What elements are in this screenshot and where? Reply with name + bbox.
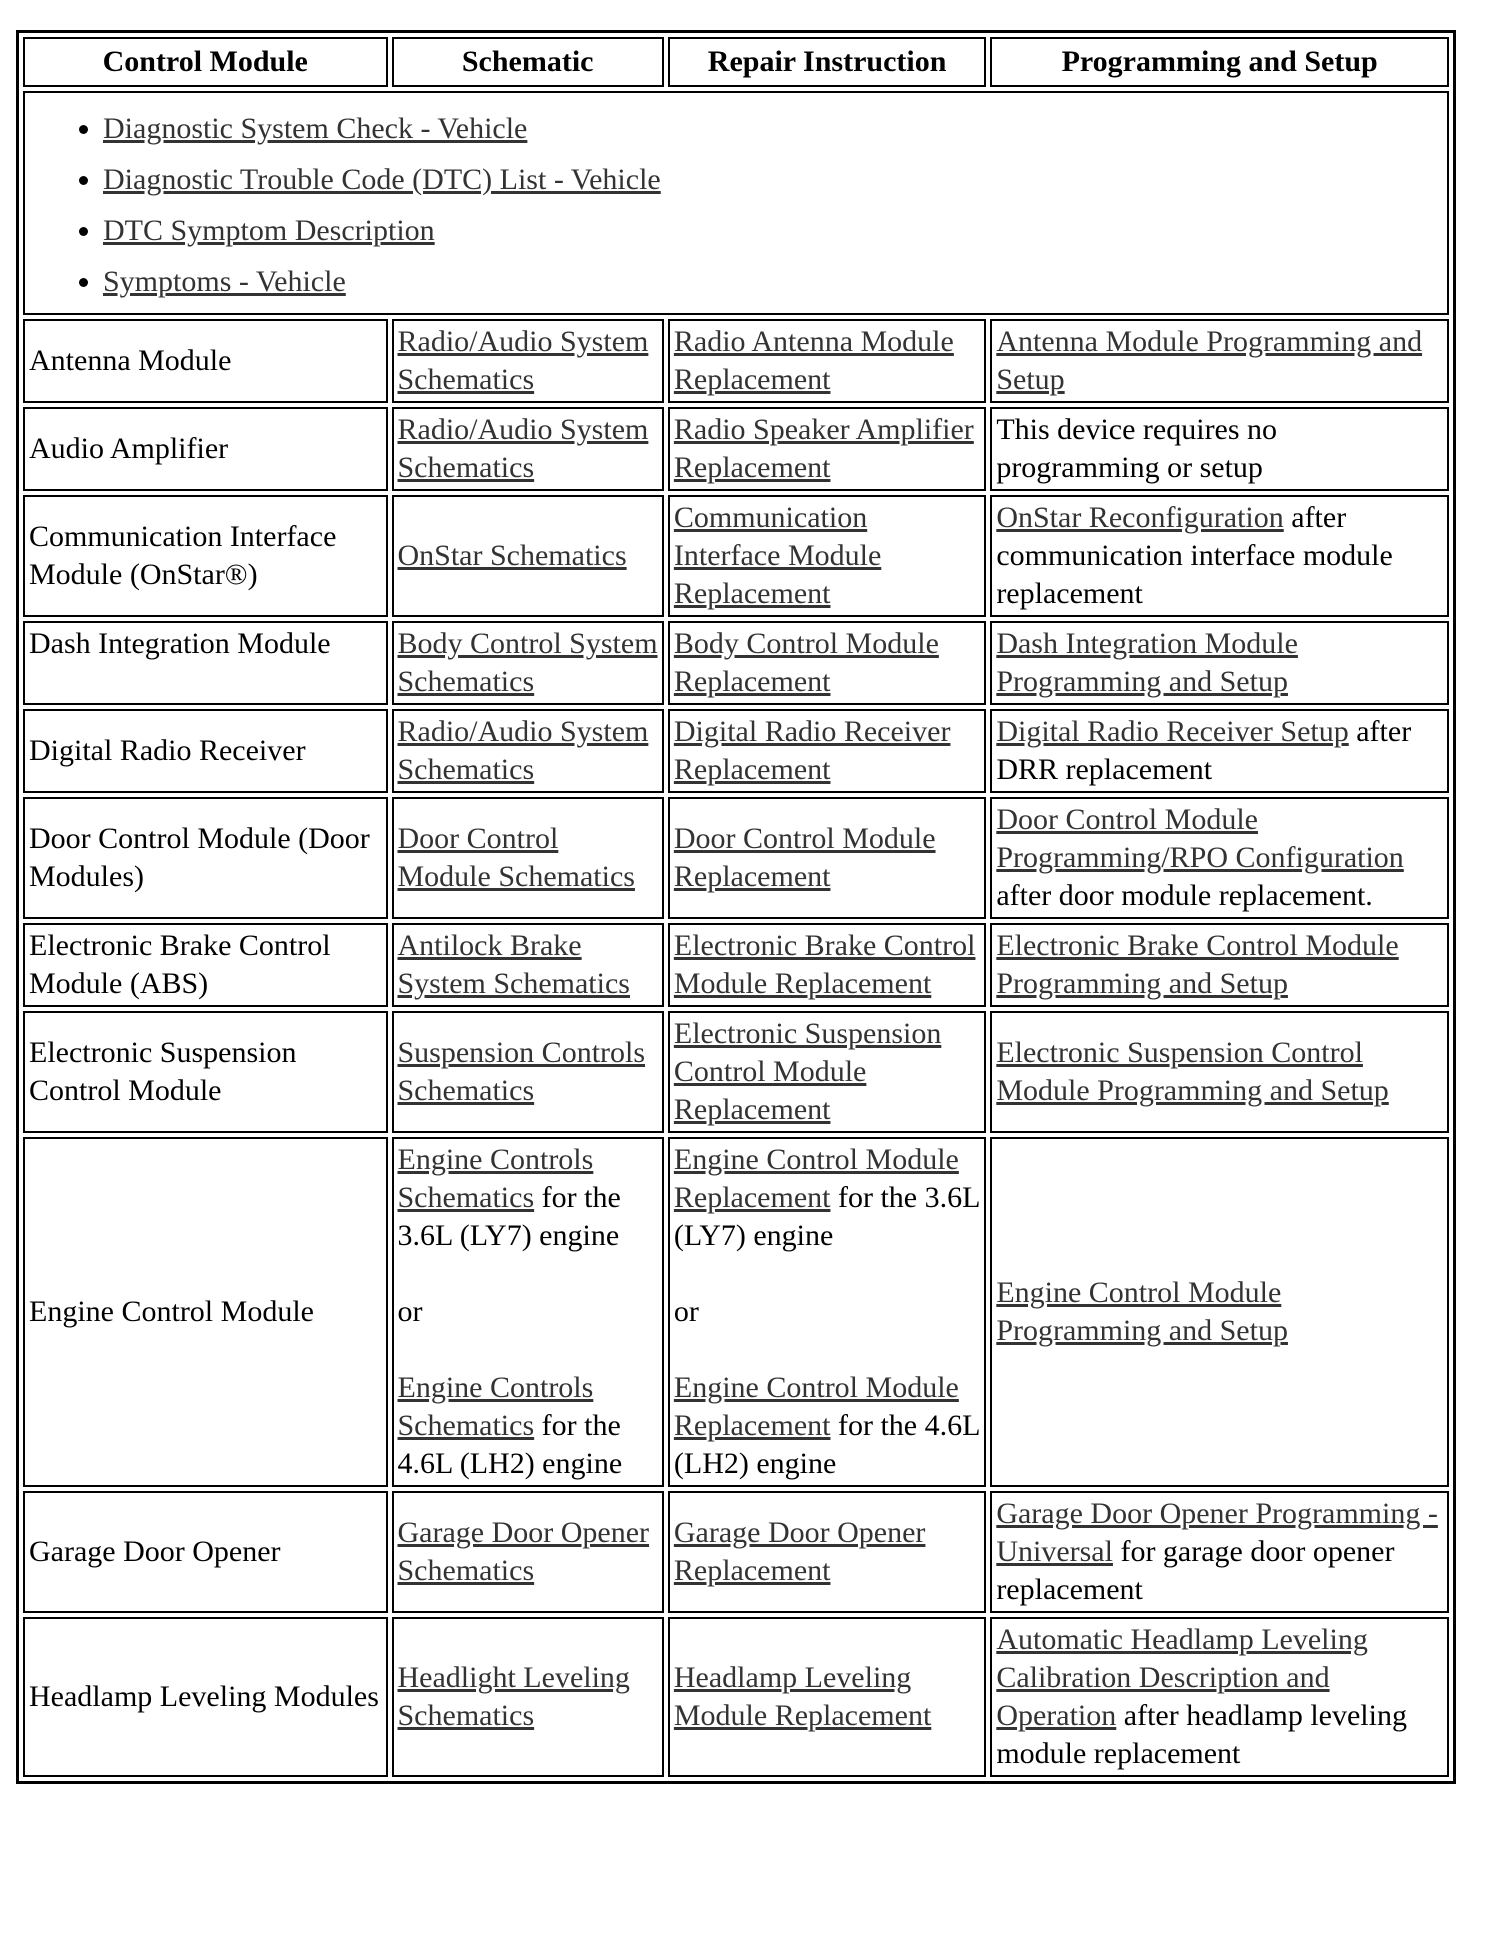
header-row <box>23 37 1449 87</box>
programming-cell <box>990 797 1449 919</box>
spacer <box>398 1255 658 1293</box>
repair-option-1 <box>674 1141 980 1255</box>
programming-cell <box>990 1491 1449 1613</box>
module-name: Communication Interface Module (OnStar®) <box>23 495 388 617</box>
module-name: Engine Control Module <box>23 1137 388 1487</box>
schematic-link[interactable]: Suspension Controls Schematics <box>397 1036 646 1107</box>
repair-cell <box>668 1011 986 1133</box>
schematic-link[interactable]: Antilock Brake System Schematics <box>397 929 630 1000</box>
schematic-link[interactable]: Radio/Audio System Schematics <box>397 325 649 396</box>
programming-link[interactable]: Garage Door Opener Programming - Universal <box>996 1497 1438 1568</box>
repair-link[interactable]: Electronic Suspension Control Module Replacement <box>673 1017 942 1126</box>
schematic-cell <box>392 1137 664 1487</box>
programming-link[interactable]: Electronic Brake Control Module Programming and Setup <box>996 929 1399 1000</box>
repair-link[interactable]: Communication Interface Module Replacement <box>673 501 882 610</box>
symptoms-vehicle-link[interactable]: Symptoms - Vehicle <box>103 265 346 298</box>
repair-link[interactable]: Body Control Module Replacement <box>673 627 939 698</box>
table-row <box>23 1011 1449 1133</box>
programming-link[interactable]: OnStar Reconfiguration <box>996 501 1284 534</box>
module-name: Electronic Brake Control Module (ABS) <box>23 923 388 1007</box>
repair-cell <box>668 495 986 617</box>
spacer <box>674 1331 980 1369</box>
schematic-cell <box>392 1491 664 1613</box>
table-row <box>23 923 1449 1007</box>
schematic-link[interactable]: OnStar Schematics <box>397 539 627 572</box>
schematic-link[interactable]: Body Control System Schematics <box>397 627 658 698</box>
repair-note: for the 4.6L (LH2) engine <box>673 1409 980 1480</box>
repair-link[interactable]: Door Control Module Replacement <box>673 822 936 893</box>
schematic-link[interactable]: Headlight Leveling Schematics <box>397 1661 630 1732</box>
schematic-cell <box>392 495 664 617</box>
module-name: Electronic Suspension Control Module <box>23 1011 388 1133</box>
module-name: Antenna Module <box>23 319 388 403</box>
header-programming-setup: Programming and Setup <box>990 37 1449 87</box>
module-name: Dash Integration Module <box>23 621 388 705</box>
programming-cell <box>990 709 1449 793</box>
programming-note: after DRR replacement <box>996 715 1412 786</box>
module-name: Garage Door Opener <box>23 1491 388 1613</box>
spacer <box>674 1255 980 1293</box>
list-item <box>103 103 1443 154</box>
schematic-link[interactable]: Engine Controls Schematics <box>397 1143 594 1214</box>
schematic-link[interactable]: Radio/Audio System Schematics <box>397 715 649 786</box>
programming-cell <box>990 495 1449 617</box>
schematic-note: for the 3.6L (LY7) engine <box>397 1181 621 1252</box>
schematic-cell <box>392 407 664 491</box>
module-name: Digital Radio Receiver <box>23 709 388 793</box>
programming-note: after headlamp leveling module replacement <box>996 1699 1407 1770</box>
module-name: Audio Amplifier <box>23 407 388 491</box>
programming-link[interactable]: Digital Radio Receiver Setup <box>996 715 1349 748</box>
repair-link[interactable]: Engine Control Module Replacement <box>673 1143 959 1214</box>
module-name: Door Control Module (Door Modules) <box>23 797 388 919</box>
schematic-cell <box>392 923 664 1007</box>
schematic-cell <box>392 621 664 705</box>
programming-cell: This device requires no programming or setup <box>990 407 1449 491</box>
list-item <box>103 256 1443 307</box>
programming-cell <box>990 621 1449 705</box>
header-repair-instruction: Repair Instruction <box>668 37 986 87</box>
repair-link[interactable]: Digital Radio Receiver Replacement <box>673 715 951 786</box>
schematic-option-2 <box>398 1369 658 1483</box>
programming-link[interactable]: Dash Integration Module Programming and Setup <box>996 627 1298 698</box>
repair-cell <box>668 1491 986 1613</box>
repair-cell <box>668 709 986 793</box>
table-row <box>23 1137 1449 1487</box>
schematic-note: for the 4.6L (LH2) engine <box>397 1409 623 1480</box>
programming-cell <box>990 1011 1449 1133</box>
repair-link[interactable]: Garage Door Opener Replacement <box>673 1516 926 1587</box>
repair-option-2 <box>674 1369 980 1483</box>
table-row <box>23 1491 1449 1613</box>
schematic-cell <box>392 319 664 403</box>
repair-cell <box>668 797 986 919</box>
list-item <box>103 154 1443 205</box>
spacer <box>398 1331 658 1369</box>
header-control-module: Control Module <box>23 37 388 87</box>
repair-link[interactable]: Headlamp Leveling Module Replacement <box>673 1661 932 1732</box>
programming-cell <box>990 1617 1449 1777</box>
schematic-link[interactable]: Engine Controls Schematics <box>397 1371 594 1442</box>
schematic-cell <box>392 1011 664 1133</box>
table-row <box>23 709 1449 793</box>
table-row <box>23 407 1449 491</box>
repair-note: for the 3.6L (LY7) engine <box>673 1181 980 1252</box>
dtc-symptom-description-link[interactable]: DTC Symptom Description <box>103 214 435 247</box>
control-module-table <box>16 30 1456 1784</box>
programming-link[interactable]: Engine Control Module Programming and Setup <box>996 1276 1288 1347</box>
programming-note: after door module replacement. <box>996 879 1373 912</box>
schematic-link[interactable]: Radio/Audio System Schematics <box>397 413 649 484</box>
schematic-link[interactable]: Garage Door Opener Schematics <box>397 1516 650 1587</box>
programming-cell <box>990 319 1449 403</box>
repair-cell <box>668 923 986 1007</box>
diagnostics-cell <box>23 91 1449 315</box>
programming-note: for garage door opener replacement <box>996 1535 1395 1606</box>
list-item <box>103 205 1443 256</box>
table-row <box>23 319 1449 403</box>
repair-link[interactable]: Radio Antenna Module Replacement <box>673 325 954 396</box>
or-text: or <box>397 1295 423 1328</box>
repair-cell <box>668 1137 986 1487</box>
module-name: Headlamp Leveling Modules <box>23 1617 388 1777</box>
table-row <box>23 797 1449 919</box>
repair-link[interactable]: Electronic Brake Control Module Replacement <box>673 929 976 1000</box>
table-row <box>23 495 1449 617</box>
repair-link[interactable]: Engine Control Module Replacement <box>673 1371 959 1442</box>
diagnostic-system-check-link[interactable]: Diagnostic System Check - Vehicle <box>103 112 528 145</box>
programming-cell <box>990 1137 1449 1487</box>
schematic-link[interactable]: Door Control Module Schematics <box>397 822 635 893</box>
table-row <box>23 1617 1449 1777</box>
programming-link[interactable]: Door Control Module Programming/RPO Configuration <box>996 803 1404 874</box>
diagnostics-row <box>23 91 1449 315</box>
schematic-cell <box>392 709 664 793</box>
programming-link[interactable]: Electronic Suspension Control Module Programming and Setup <box>996 1036 1389 1107</box>
or-text: or <box>673 1295 699 1328</box>
header-schematic: Schematic <box>392 37 664 87</box>
schematic-option-1 <box>398 1141 658 1255</box>
schematic-cell <box>392 1617 664 1777</box>
repair-cell <box>668 319 986 403</box>
diagnostics-list <box>29 95 1443 311</box>
dtc-list-link[interactable]: Diagnostic Trouble Code (DTC) List - Vehicle <box>103 163 661 196</box>
repair-cell <box>668 407 986 491</box>
schematic-cell <box>392 797 664 919</box>
table-row <box>23 621 1449 705</box>
programming-note: after communication interface module replacement <box>996 501 1393 610</box>
programming-link[interactable]: Antenna Module Programming and Setup <box>996 325 1423 396</box>
repair-link[interactable]: Radio Speaker Amplifier Replacement <box>673 413 974 484</box>
repair-cell <box>668 621 986 705</box>
repair-cell <box>668 1617 986 1777</box>
programming-link[interactable]: Automatic Headlamp Leveling Calibration Description and Operation <box>996 1623 1368 1732</box>
programming-cell <box>990 923 1449 1007</box>
